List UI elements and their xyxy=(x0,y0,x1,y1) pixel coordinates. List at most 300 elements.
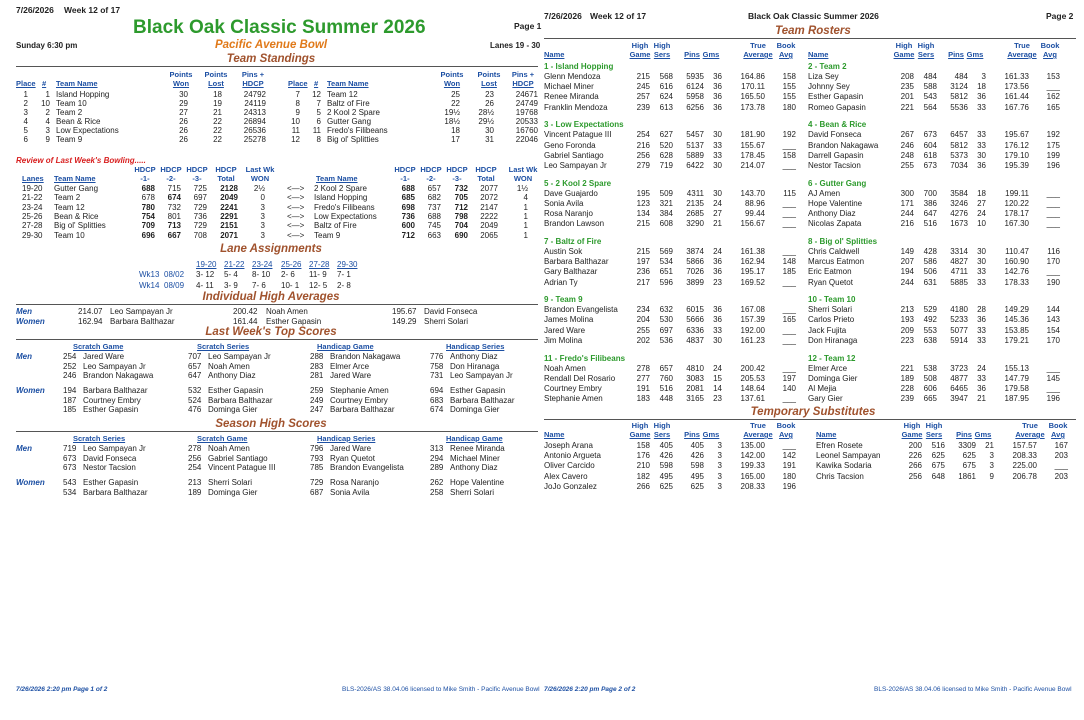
table-cell: 529 xyxy=(923,305,937,315)
table-cell: 604 xyxy=(923,140,937,150)
table-cell: 14 xyxy=(713,383,722,393)
table-cell: 161.38 xyxy=(740,246,765,256)
table-cell: 3 xyxy=(981,72,986,81)
table-cell: 36 xyxy=(713,72,722,81)
table-cell: 6 xyxy=(316,117,321,126)
table-cell: 266 xyxy=(908,461,922,471)
table-cell: ___ xyxy=(782,335,796,345)
table-cell: 30 xyxy=(485,126,494,135)
table-cell: 27 xyxy=(713,209,722,218)
venue-name: Pacific Avenue Bowl xyxy=(214,39,328,51)
table-cell: 36 xyxy=(977,383,986,393)
table-cell: 608 xyxy=(659,219,673,229)
table-cell: 2 xyxy=(23,99,28,108)
column-header: Scratch Game xyxy=(197,434,248,443)
table-cell: 5935 xyxy=(686,72,704,81)
table-cell: 625 xyxy=(962,451,976,461)
table-cell: 3899 xyxy=(686,277,704,287)
table-cell: 538 xyxy=(923,363,937,373)
table-cell: 277 xyxy=(636,373,650,383)
bowler-name: Barbara Balthazar xyxy=(110,317,175,326)
table-cell: 147.79 xyxy=(1004,373,1029,383)
table-cell: 3 xyxy=(260,202,265,212)
score: 187 xyxy=(63,395,77,405)
table-cell: 226 xyxy=(908,451,922,461)
bowler-name: Hope Valentine xyxy=(808,198,863,208)
bowler-name: Elmer Arce xyxy=(808,363,848,373)
table-cell: 674 xyxy=(167,193,181,203)
table-cell: 4711 xyxy=(950,267,968,277)
table-cell: ___ xyxy=(1046,219,1060,229)
table-cell: ___ xyxy=(782,246,796,256)
column-header: High xyxy=(653,421,671,430)
bowler-name: Leo Sampayan Jr xyxy=(208,352,271,361)
table-cell: 88.96 xyxy=(744,198,765,208)
table-cell: 17 xyxy=(451,135,460,144)
table-cell: 1861 xyxy=(958,471,976,481)
table-cell: 165 xyxy=(782,315,796,325)
table-cell: 22 xyxy=(213,117,222,126)
column-header: Pins xyxy=(956,430,972,439)
score: 673 xyxy=(63,463,77,472)
table-cell: 23 xyxy=(713,277,722,287)
table-cell: 725 xyxy=(193,184,207,193)
table-cell: 246 xyxy=(900,140,914,150)
bowler-name: Noah Amen xyxy=(266,307,308,316)
bowler-name: Joseph Arana xyxy=(544,441,593,450)
table-cell: 19-20 xyxy=(22,184,43,193)
table-cell: 2081 xyxy=(686,383,704,393)
table-cell: 21 xyxy=(213,108,222,117)
table-cell: 1673 xyxy=(950,219,968,229)
table-cell: 21 xyxy=(977,394,986,404)
vs-arrow: <—> xyxy=(287,230,305,240)
table-cell: 5 xyxy=(316,108,321,117)
score: 796 xyxy=(310,444,324,453)
score: 283 xyxy=(310,361,324,371)
column-header: Book xyxy=(776,421,796,430)
table-cell: 279 xyxy=(636,160,650,170)
table-cell: 22046 xyxy=(515,135,538,144)
bowler-name: Gabriel Santiago xyxy=(208,453,268,463)
bowler-name: Don Hiranaga xyxy=(450,361,500,371)
table-cell: 208.33 xyxy=(740,481,765,491)
review-title: Review of Last Week's Bowling..... xyxy=(16,156,146,165)
table-cell: 697 xyxy=(193,193,207,203)
table-cell: 244 xyxy=(900,209,914,218)
table-cell: 2 xyxy=(45,108,50,117)
column-header: Name xyxy=(544,50,565,59)
table-cell: 516 xyxy=(931,441,945,450)
column-header: Handicap Game xyxy=(446,434,503,443)
table-cell: 5812 xyxy=(950,92,968,102)
table-cell: 625 xyxy=(690,481,704,491)
gender-label: Women xyxy=(16,317,45,326)
table-cell: 1 xyxy=(523,230,528,240)
bowler-name: Michael Miner xyxy=(450,453,500,463)
table-cell: 495 xyxy=(659,471,673,481)
table-cell: 173.56 xyxy=(1004,82,1029,92)
table-cell: 24 xyxy=(713,363,722,373)
table-cell: 203 xyxy=(1054,451,1068,461)
team-name: Big ol' Splitties xyxy=(54,221,106,231)
bowler-name: Kawika Sodaria xyxy=(816,461,872,471)
table-cell: 553 xyxy=(923,325,937,335)
table-cell: 197 xyxy=(636,257,650,267)
gender-label: Men xyxy=(16,352,32,361)
table-cell: 153.85 xyxy=(1004,325,1029,335)
table-cell: 1 xyxy=(523,221,528,231)
table-cell: 205.53 xyxy=(740,373,765,383)
week-label: Week 12 of 17 xyxy=(64,5,121,15)
score: 256 xyxy=(188,453,202,463)
score: 776 xyxy=(430,352,444,361)
bowler-name: Gary Balthazar xyxy=(544,267,598,277)
table-cell: 23 xyxy=(713,394,722,404)
bowler-name: Esther Gapasin xyxy=(450,386,506,395)
bowler-name: Dominga Gier xyxy=(450,405,500,414)
table-cell: 167.30 xyxy=(1004,219,1029,229)
column-header: Scratch Game xyxy=(73,342,124,351)
table-cell: 5137 xyxy=(686,140,704,150)
bowler-name: Brandon Nakagawa xyxy=(330,352,401,361)
table-cell: 4 xyxy=(45,117,50,126)
table-cell: 5457 xyxy=(686,130,704,140)
score: 729 xyxy=(310,478,324,487)
score: 189 xyxy=(188,487,202,497)
team-name: Fredo's Filibeans xyxy=(314,202,375,212)
bowler-name: Austin Sok xyxy=(544,246,583,256)
score: 313 xyxy=(430,444,444,453)
table-cell: 161.33 xyxy=(1004,72,1029,81)
table-cell: 162.94 xyxy=(740,257,765,267)
bowler-name: Barbara Balthazar xyxy=(83,386,148,395)
column-header: High xyxy=(653,41,671,50)
table-cell: 162.94 xyxy=(78,317,103,326)
bowler-name: Brandon Lawson xyxy=(544,219,605,229)
table-cell: 183 xyxy=(636,394,650,404)
table-cell: 197 xyxy=(782,373,796,383)
table-cell: 6015 xyxy=(686,305,704,315)
bowler-name: Noah Amen xyxy=(544,363,586,373)
score: 674 xyxy=(430,405,444,414)
bowler-name: Ryan Quetot xyxy=(330,453,375,463)
table-cell: 254 xyxy=(636,130,650,140)
team-heading: 1 - Island Hopping xyxy=(544,62,614,71)
table-cell: 199 xyxy=(1046,150,1060,160)
team-heading: 3 - Low Expectations xyxy=(544,120,624,130)
table-cell: 618 xyxy=(923,150,937,160)
table-cell: 632 xyxy=(659,305,673,315)
bowler-name: Barbara Balthazar xyxy=(330,405,395,414)
table-cell: 24 xyxy=(977,363,986,373)
vs-arrow: <—> xyxy=(287,184,305,193)
lane-matchup: 7- 1 xyxy=(337,270,351,279)
score: 254 xyxy=(63,352,77,361)
bowler-name: Dave Guajardo xyxy=(544,188,598,198)
table-cell: 195 xyxy=(636,188,650,198)
table-cell: 729 xyxy=(193,202,207,212)
table-cell: 267 xyxy=(900,130,914,140)
gender-label: Men xyxy=(16,307,32,316)
table-cell: 715 xyxy=(167,184,181,193)
bowler-name: Renee Miranda xyxy=(544,92,599,102)
score: 254 xyxy=(188,463,202,472)
table-cell: 11 xyxy=(291,126,300,135)
table-cell: 28 xyxy=(977,305,986,315)
table-cell: 530 xyxy=(659,315,673,325)
table-cell: 180 xyxy=(782,102,796,112)
bowler-name: Stephanie Amen xyxy=(330,386,389,395)
table-cell: 31 xyxy=(485,135,494,144)
lane-pair-header: 29-30 xyxy=(337,260,358,269)
bowler-name: Barbara Balthazar xyxy=(83,487,148,497)
lane-pair-header: 25-26 xyxy=(281,260,302,269)
table-cell: 6124 xyxy=(686,82,704,92)
table-cell: 675 xyxy=(931,461,945,471)
table-cell: 2072 xyxy=(480,193,498,203)
table-cell: 173.78 xyxy=(740,102,765,112)
table-cell: 175 xyxy=(1046,140,1060,150)
team-name: Island Hopping xyxy=(56,90,110,99)
score: 731 xyxy=(430,371,444,380)
table-cell: 534 xyxy=(659,257,673,267)
week-label-2: Week 12 of 17 xyxy=(590,11,647,21)
team-heading: 11 - Fredo's Filibeans xyxy=(544,353,626,363)
bowler-name: Sherri Solari xyxy=(450,487,495,497)
column-header: Average xyxy=(743,430,773,439)
score: 683 xyxy=(430,395,444,405)
bowler-name: Jack Fujita xyxy=(808,325,847,335)
table-cell: 137.61 xyxy=(740,394,765,404)
last-week-top-title: Last Week's Top Scores xyxy=(205,326,337,338)
table-cell: 3290 xyxy=(686,219,704,229)
table-cell: 210 xyxy=(636,461,650,471)
table-cell: 209 xyxy=(900,325,914,335)
table-cell: 235 xyxy=(900,82,914,92)
score: 719 xyxy=(63,444,77,453)
table-cell: ___ xyxy=(782,325,796,335)
table-cell: 2222 xyxy=(480,211,498,221)
team-name: Bean & Rice xyxy=(54,211,99,221)
table-cell: ___ xyxy=(782,209,796,218)
table-cell: 176 xyxy=(636,451,650,461)
team-name: Island Hopping xyxy=(314,193,368,203)
table-cell: 27-28 xyxy=(22,221,43,231)
table-cell: 18 xyxy=(213,90,222,99)
bowler-name: Barbara Balthazar xyxy=(208,395,273,405)
table-cell: 157.39 xyxy=(740,315,765,325)
table-cell: 36 xyxy=(977,160,986,170)
table-cell: 24313 xyxy=(243,108,266,117)
table-cell: 712 xyxy=(454,202,468,212)
table-cell: 801 xyxy=(167,211,181,221)
vs-arrow: <—> xyxy=(287,202,305,212)
lane-matchup: 2- 6 xyxy=(281,270,295,279)
bowler-name: Leo Sampayan Jr xyxy=(83,444,146,453)
bowler-name: Chris Caldwell xyxy=(808,246,860,256)
table-cell: 5866 xyxy=(686,257,704,267)
table-cell: 161.44 xyxy=(1004,92,1029,102)
column-header: Sers xyxy=(917,50,935,59)
lane-matchup: 3- 12 xyxy=(196,270,215,279)
table-cell: 657 xyxy=(659,363,673,373)
table-cell: 709 xyxy=(141,221,155,231)
bowler-name: Dominga Gier xyxy=(208,405,258,414)
column-header: Sers xyxy=(653,50,671,59)
table-cell: 5889 xyxy=(686,150,704,160)
score: 758 xyxy=(430,361,444,371)
table-cell: 30 xyxy=(977,246,986,256)
table-cell: 202 xyxy=(636,335,650,345)
table-cell: 6422 xyxy=(686,160,704,170)
table-cell: 9 xyxy=(45,135,50,144)
table-cell: ___ xyxy=(782,140,796,150)
table-cell: 236 xyxy=(636,267,650,277)
table-cell: 11 xyxy=(312,126,321,135)
table-cell: 116 xyxy=(1047,246,1060,256)
table-cell: 3 xyxy=(717,451,722,461)
score: 246 xyxy=(63,371,77,380)
table-cell: 625 xyxy=(931,451,945,461)
table-cell: ___ xyxy=(782,394,796,404)
table-cell: 7 xyxy=(295,90,300,99)
table-cell: ___ xyxy=(782,198,796,208)
table-cell: 321 xyxy=(659,198,673,208)
table-cell: 4877 xyxy=(950,373,968,383)
table-cell: 33 xyxy=(977,267,986,277)
table-cell: 26536 xyxy=(243,126,266,135)
table-cell: 194 xyxy=(900,267,914,277)
week-date: 08/09 xyxy=(164,281,185,290)
table-cell: 2241 xyxy=(220,202,238,212)
table-cell: 26 xyxy=(485,99,494,108)
table-cell: 3124 xyxy=(950,82,968,92)
table-cell: 2135 xyxy=(686,198,704,208)
table-cell: 155.13 xyxy=(1004,363,1029,373)
table-cell: 165.00 xyxy=(740,471,765,481)
table-cell: 586 xyxy=(923,257,937,267)
table-cell: 26894 xyxy=(243,117,266,126)
table-cell: 153 xyxy=(1046,72,1060,81)
table-cell: 2049 xyxy=(220,193,238,203)
league-title-2: Black Oak Classic Summer 2026 xyxy=(748,11,879,21)
table-cell: 8 xyxy=(295,99,300,108)
table-cell: 492 xyxy=(923,315,937,325)
score: 707 xyxy=(188,352,202,361)
table-cell: 162 xyxy=(1046,92,1060,102)
bowler-name: Courtney Embry xyxy=(330,395,388,405)
table-cell: 737 xyxy=(427,202,441,212)
table-cell: ___ xyxy=(782,363,796,373)
table-cell: 30 xyxy=(713,335,722,345)
team-heading: 8 - Big ol' Splitties xyxy=(808,236,878,246)
table-cell: 688 xyxy=(401,184,415,193)
table-cell: 780 xyxy=(141,202,155,212)
table-cell: 24119 xyxy=(244,99,266,108)
bowler-name: Oliver Carcido xyxy=(544,461,595,471)
bowler-name: AJ Amen xyxy=(808,188,841,198)
table-cell: 239 xyxy=(900,394,914,404)
table-cell: 29-30 xyxy=(22,230,43,240)
table-cell: 190 xyxy=(1046,277,1060,287)
bowler-name: Liza Sey xyxy=(808,72,839,81)
table-cell: 3947 xyxy=(950,394,968,404)
table-cell: 598 xyxy=(659,461,673,471)
table-cell: 221 xyxy=(900,363,914,373)
bowler-name: Rosa Naranjo xyxy=(544,209,593,218)
table-cell: 216 xyxy=(636,140,650,150)
table-cell: 4180 xyxy=(950,305,968,315)
report-date: 7/26/2026 xyxy=(16,5,54,15)
bowler-name: Sonia Avila xyxy=(330,487,370,497)
bowler-name: Al Mejia xyxy=(808,383,837,393)
gender-label: Women xyxy=(16,478,45,487)
table-cell: 196 xyxy=(1046,160,1060,170)
table-cell: 6465 xyxy=(950,383,968,393)
table-cell: 3 xyxy=(260,221,265,231)
table-cell: 158 xyxy=(782,150,796,160)
column-header: Game xyxy=(629,430,651,439)
table-cell: 5885 xyxy=(950,277,968,287)
bowler-name: Vincent Patague III xyxy=(208,463,276,472)
table-cell: 18 xyxy=(977,82,986,92)
team-heading: 4 - Bean & Rice xyxy=(808,120,867,130)
table-cell: 187.95 xyxy=(1004,394,1029,404)
table-cell: 405 xyxy=(690,441,704,450)
bowler-name: Sherri Solari xyxy=(424,317,469,326)
table-cell: 149 xyxy=(900,246,914,256)
table-cell: 631 xyxy=(923,277,937,287)
table-cell: 3314 xyxy=(950,246,968,256)
page-number-2: Page 2 xyxy=(1046,11,1074,21)
table-cell: 266 xyxy=(636,481,650,491)
table-cell: 185 xyxy=(782,267,796,277)
table-cell: 24671 xyxy=(515,90,538,99)
table-cell: 30 xyxy=(713,130,722,140)
table-cell: 142 xyxy=(782,451,796,461)
table-cell: 176.12 xyxy=(1004,140,1029,150)
bowler-name: Esther Gapasin xyxy=(83,478,139,487)
table-cell: 145 xyxy=(1046,373,1060,383)
table-cell: 6336 xyxy=(686,325,704,335)
table-cell: 651 xyxy=(659,267,673,277)
table-cell: 33 xyxy=(977,373,986,383)
column-header: High xyxy=(903,421,921,430)
table-cell: 712 xyxy=(401,230,415,240)
table-cell: 181.90 xyxy=(740,130,765,140)
table-cell: 625 xyxy=(659,481,673,491)
table-cell: 22 xyxy=(451,99,460,108)
table-cell: 5958 xyxy=(686,92,704,102)
table-cell: 33 xyxy=(977,130,986,140)
team-name: Baltz of Fire xyxy=(327,99,370,108)
column-header: Gms xyxy=(702,430,720,439)
table-cell: 688 xyxy=(141,184,155,193)
lane-pair-header: 21-22 xyxy=(224,260,245,269)
table-cell: 255 xyxy=(900,160,914,170)
table-cell: ___ xyxy=(1054,461,1068,471)
bowler-name: Nestor Tacsion xyxy=(808,160,861,170)
table-cell: 33 xyxy=(977,335,986,345)
table-cell: 5077 xyxy=(950,325,968,335)
bowler-name: Gary Gier xyxy=(808,394,843,404)
table-cell: 134 xyxy=(636,209,650,218)
table-cell: 19768 xyxy=(515,108,538,117)
table-cell: 192.00 xyxy=(740,325,765,335)
table-cell: 564 xyxy=(923,102,937,112)
table-cell: 170 xyxy=(1046,335,1060,345)
